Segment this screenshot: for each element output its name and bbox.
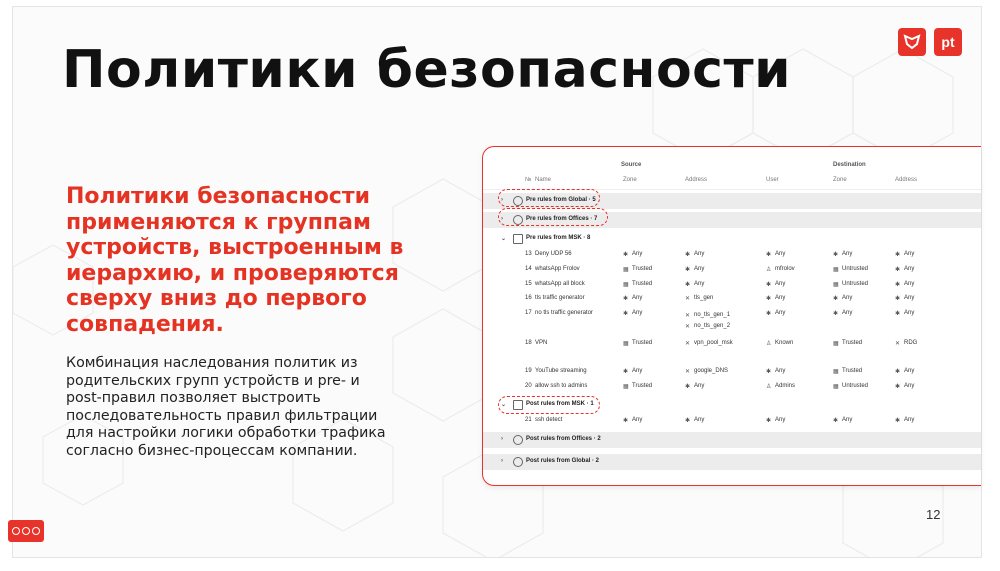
any-icon: ✱ (623, 296, 629, 303)
chevron-right-icon[interactable]: › (501, 197, 503, 203)
zone-icon: ▦ (623, 341, 629, 348)
table-row[interactable] (483, 247, 981, 262)
col-src-address: Address (685, 177, 708, 183)
cell-dst-zone: ▦ Untrusted (833, 280, 869, 288)
any-icon: ✱ (895, 281, 901, 288)
zone-icon: ▦ (833, 369, 839, 376)
cell-user: ✱ Any (766, 251, 786, 258)
cell-src-zone: ✱ Any (623, 368, 643, 376)
shield-icon (513, 457, 523, 467)
any-icon: ✱ (833, 311, 839, 318)
cell-name: tls traffic generator (535, 295, 585, 302)
chevron-down-icon[interactable]: ⌄ (501, 236, 507, 242)
source-group-header: Source (621, 162, 642, 168)
any-icon: ✱ (766, 252, 772, 258)
zone-icon: ▦ (833, 383, 839, 390)
cell-src-address: ✕ no_tls_gen_1 ✕ no_tls_gen_2 (685, 312, 731, 331)
table-row[interactable] (483, 262, 981, 277)
any-icon: ✱ (623, 417, 629, 424)
cell-dst-zone: ▦ Untrusted (833, 382, 869, 390)
col-src-zone: Zone (623, 177, 637, 183)
any-icon: ✱ (685, 266, 691, 273)
cell-dst-address: ✱ Any (895, 280, 915, 288)
cell-dst-zone: ▦ Trusted (833, 368, 863, 376)
page-title: Политики безопасности (62, 40, 792, 100)
cell-name: VPN (535, 340, 548, 347)
table-row[interactable] (483, 332, 981, 356)
any-icon: ✱ (766, 417, 772, 424)
user-icon: ♙ (766, 383, 772, 390)
cell-user: ✱ Any (766, 295, 786, 303)
zone-icon: ▦ (623, 383, 629, 390)
any-icon: ✱ (895, 266, 901, 273)
group-pre-offices[interactable]: › Pre rules from Offices · 7 (483, 212, 981, 228)
table-row[interactable] (483, 277, 981, 292)
zone-icon: ▦ (623, 281, 629, 288)
cell-user: ♙ mfrolov (766, 265, 795, 273)
cell-src-address: ✱ Any (685, 265, 705, 273)
zone-icon: ▦ (833, 266, 839, 273)
any-icon: ✱ (895, 417, 901, 424)
cell-name: whatsApp all block (535, 280, 585, 287)
any-icon: ✱ (685, 252, 691, 258)
positive-technologies-shield-icon (898, 28, 926, 56)
chevron-down-icon[interactable]: ⌄ (501, 401, 507, 408)
any-icon: ✱ (833, 417, 839, 424)
cell-dst-zone: ✱ Any (833, 310, 853, 318)
cell-src-zone: ▦ Trusted (623, 340, 653, 348)
addr-icon: ✕ (685, 313, 691, 320)
cell-num: 18 (525, 340, 532, 347)
cell-dst-address: ✱ Any (895, 416, 915, 424)
page-number: 12 (926, 507, 941, 522)
addr-icon: ✕ (895, 341, 901, 348)
cell-user: ♙ Known (766, 340, 794, 348)
cell-dst-address: ✱ Any (895, 382, 915, 390)
cell-src-zone: ✱ Any (623, 416, 643, 424)
cell-user: ✱ Any (766, 416, 786, 424)
cell-src-address: ✱ Any (685, 382, 705, 390)
cell-dst-zone: ▦ Untrusted (833, 265, 869, 273)
addr-icon: ✕ (685, 324, 691, 331)
cell-dst-address: ✱ Any (895, 368, 915, 376)
cell-num: 21 (525, 416, 532, 423)
cell-dst-address: ✕ RDG (895, 340, 918, 348)
shield-icon (513, 435, 523, 445)
chevron-right-icon[interactable]: › (501, 435, 503, 442)
cell-dst-address: ✱ Any (895, 251, 915, 258)
zone-icon: ▦ (833, 341, 839, 348)
table-row[interactable] (483, 306, 981, 332)
cell-name: ssh detect (535, 416, 563, 423)
cell-src-address: ✕ vpn_pool_msk (685, 340, 733, 348)
group-pre-global[interactable]: › Pre rules from Global · 5 (483, 193, 981, 209)
headline: Политики безопасности применяются к группам устройств, выстроенным в иерархию, и проверяются сверху вниз до первого совпадения. (66, 184, 404, 337)
cell-user: ✱ Any (766, 280, 786, 288)
cell-src-address: ✱ Any (685, 416, 705, 424)
destination-group-header: Destination (833, 162, 866, 168)
cell-dst-zone: ✱ Any (833, 416, 853, 424)
cell-src-address: ✕ tls_gen (685, 295, 714, 303)
any-icon: ✱ (623, 252, 629, 258)
user-icon: ♙ (766, 266, 772, 273)
table-header (483, 147, 981, 190)
any-icon: ✱ (685, 281, 691, 288)
any-icon: ✱ (895, 252, 901, 258)
user-icon: ♙ (766, 341, 772, 348)
rule-rows-post (483, 413, 981, 428)
cell-num: 17 (525, 310, 532, 317)
group-post-offices[interactable]: › Post rules from Offices · 2 (483, 432, 981, 448)
cell-dst-address: ✱ Any (895, 295, 915, 303)
policy-table-screenshot (482, 146, 981, 486)
cell-name: Deny UDP 56 (535, 251, 572, 257)
col-dst-zone: Zone (833, 177, 847, 183)
cell-src-address: ✕ google_DNS (685, 368, 729, 376)
footer-logo (8, 520, 44, 542)
folder-icon (513, 234, 523, 244)
cell-user: ♙ Admins (766, 382, 796, 390)
table-row[interactable] (483, 379, 981, 394)
any-icon: ✱ (685, 383, 691, 390)
cell-user: ✱ Any (766, 310, 786, 318)
addr-icon: ✕ (685, 341, 691, 348)
addr-icon: ✕ (685, 369, 691, 376)
zone-icon: ▦ (833, 281, 839, 288)
cell-num: 13 (525, 251, 532, 257)
cell-src-zone: ▦ Trusted (623, 265, 653, 273)
group-pre-msk[interactable]: ⌄ Pre rules from MSK · 8 (483, 231, 981, 247)
any-icon: ✱ (766, 311, 772, 318)
cell-src-zone: ✱ Any (623, 295, 643, 303)
col-num: № (525, 177, 532, 183)
cell-name: no tls traffic generator (535, 310, 593, 317)
brand-logos (898, 28, 962, 56)
cell-src-zone: ✱ Any (623, 310, 643, 318)
highlight-pre-global (498, 189, 600, 207)
col-user: User (766, 177, 779, 183)
cell-dst-address: ✱ Any (895, 265, 915, 273)
col-dst-address: Address (895, 177, 918, 183)
addr-icon: ✕ (685, 296, 691, 303)
any-icon: ✱ (895, 296, 901, 303)
cell-src-zone: ▦ Trusted (623, 280, 653, 288)
group-post-global[interactable]: › Post rules from Global · 2 (483, 454, 981, 470)
cell-user: ✱ Any (766, 368, 786, 376)
zone-icon: ▦ (623, 266, 629, 273)
cell-dst-zone: ▦ Trusted (833, 340, 863, 348)
cell-num: 19 (525, 368, 532, 375)
any-icon: ✱ (623, 369, 629, 376)
highlight-post-msk (498, 396, 600, 414)
col-name: Name (535, 177, 552, 183)
cell-name: allow ssh to admins (535, 382, 588, 389)
any-icon: ✱ (685, 417, 691, 424)
table-row[interactable] (483, 413, 981, 428)
any-icon: ✱ (895, 311, 901, 318)
any-icon: ✱ (895, 369, 901, 376)
cell-num: 15 (525, 280, 532, 287)
cell-src-zone: ✱ Any (623, 251, 643, 258)
chevron-right-icon[interactable]: › (501, 216, 503, 222)
any-icon: ✱ (833, 252, 839, 258)
table-row[interactable] (483, 364, 981, 379)
rule-rows-pre (483, 247, 981, 394)
chevron-right-icon[interactable]: › (501, 457, 503, 464)
cell-dst-zone: ✱ Any (833, 295, 853, 303)
cell-name: whatsApp Frolov (535, 265, 580, 272)
table-row[interactable] (483, 291, 981, 306)
cell-src-address: ✱ Any (685, 280, 705, 288)
pt-logo: pt (934, 28, 962, 56)
any-icon: ✱ (766, 369, 772, 376)
cell-src-zone: ▦ Trusted (623, 382, 653, 390)
any-icon: ✱ (833, 296, 839, 303)
cell-num: 14 (525, 265, 532, 272)
cell-dst-address: ✱ Any (895, 310, 915, 318)
any-icon: ✱ (766, 296, 772, 303)
body-text: Комбинация наследования политик из родительских групп устройств и pre- и post-правил позволяет выстроить последовательность правил фильтрации для настройки логики обработки трафика согласно бизнес-процессам компании. (66, 355, 386, 459)
cell-num: 20 (525, 382, 532, 389)
any-icon: ✱ (766, 281, 772, 288)
highlight-pre-offices (498, 208, 608, 226)
any-icon: ✱ (895, 383, 901, 390)
cell-dst-zone: ✱ Any (833, 251, 853, 258)
cell-src-address: ✱ Any (685, 251, 705, 258)
any-icon: ✱ (623, 311, 629, 318)
cell-num: 16 (525, 295, 532, 302)
cell-name: YouTube streaming (535, 368, 587, 375)
group-post-msk[interactable]: ⌄ Post rules from MSK · 1 (483, 397, 981, 413)
